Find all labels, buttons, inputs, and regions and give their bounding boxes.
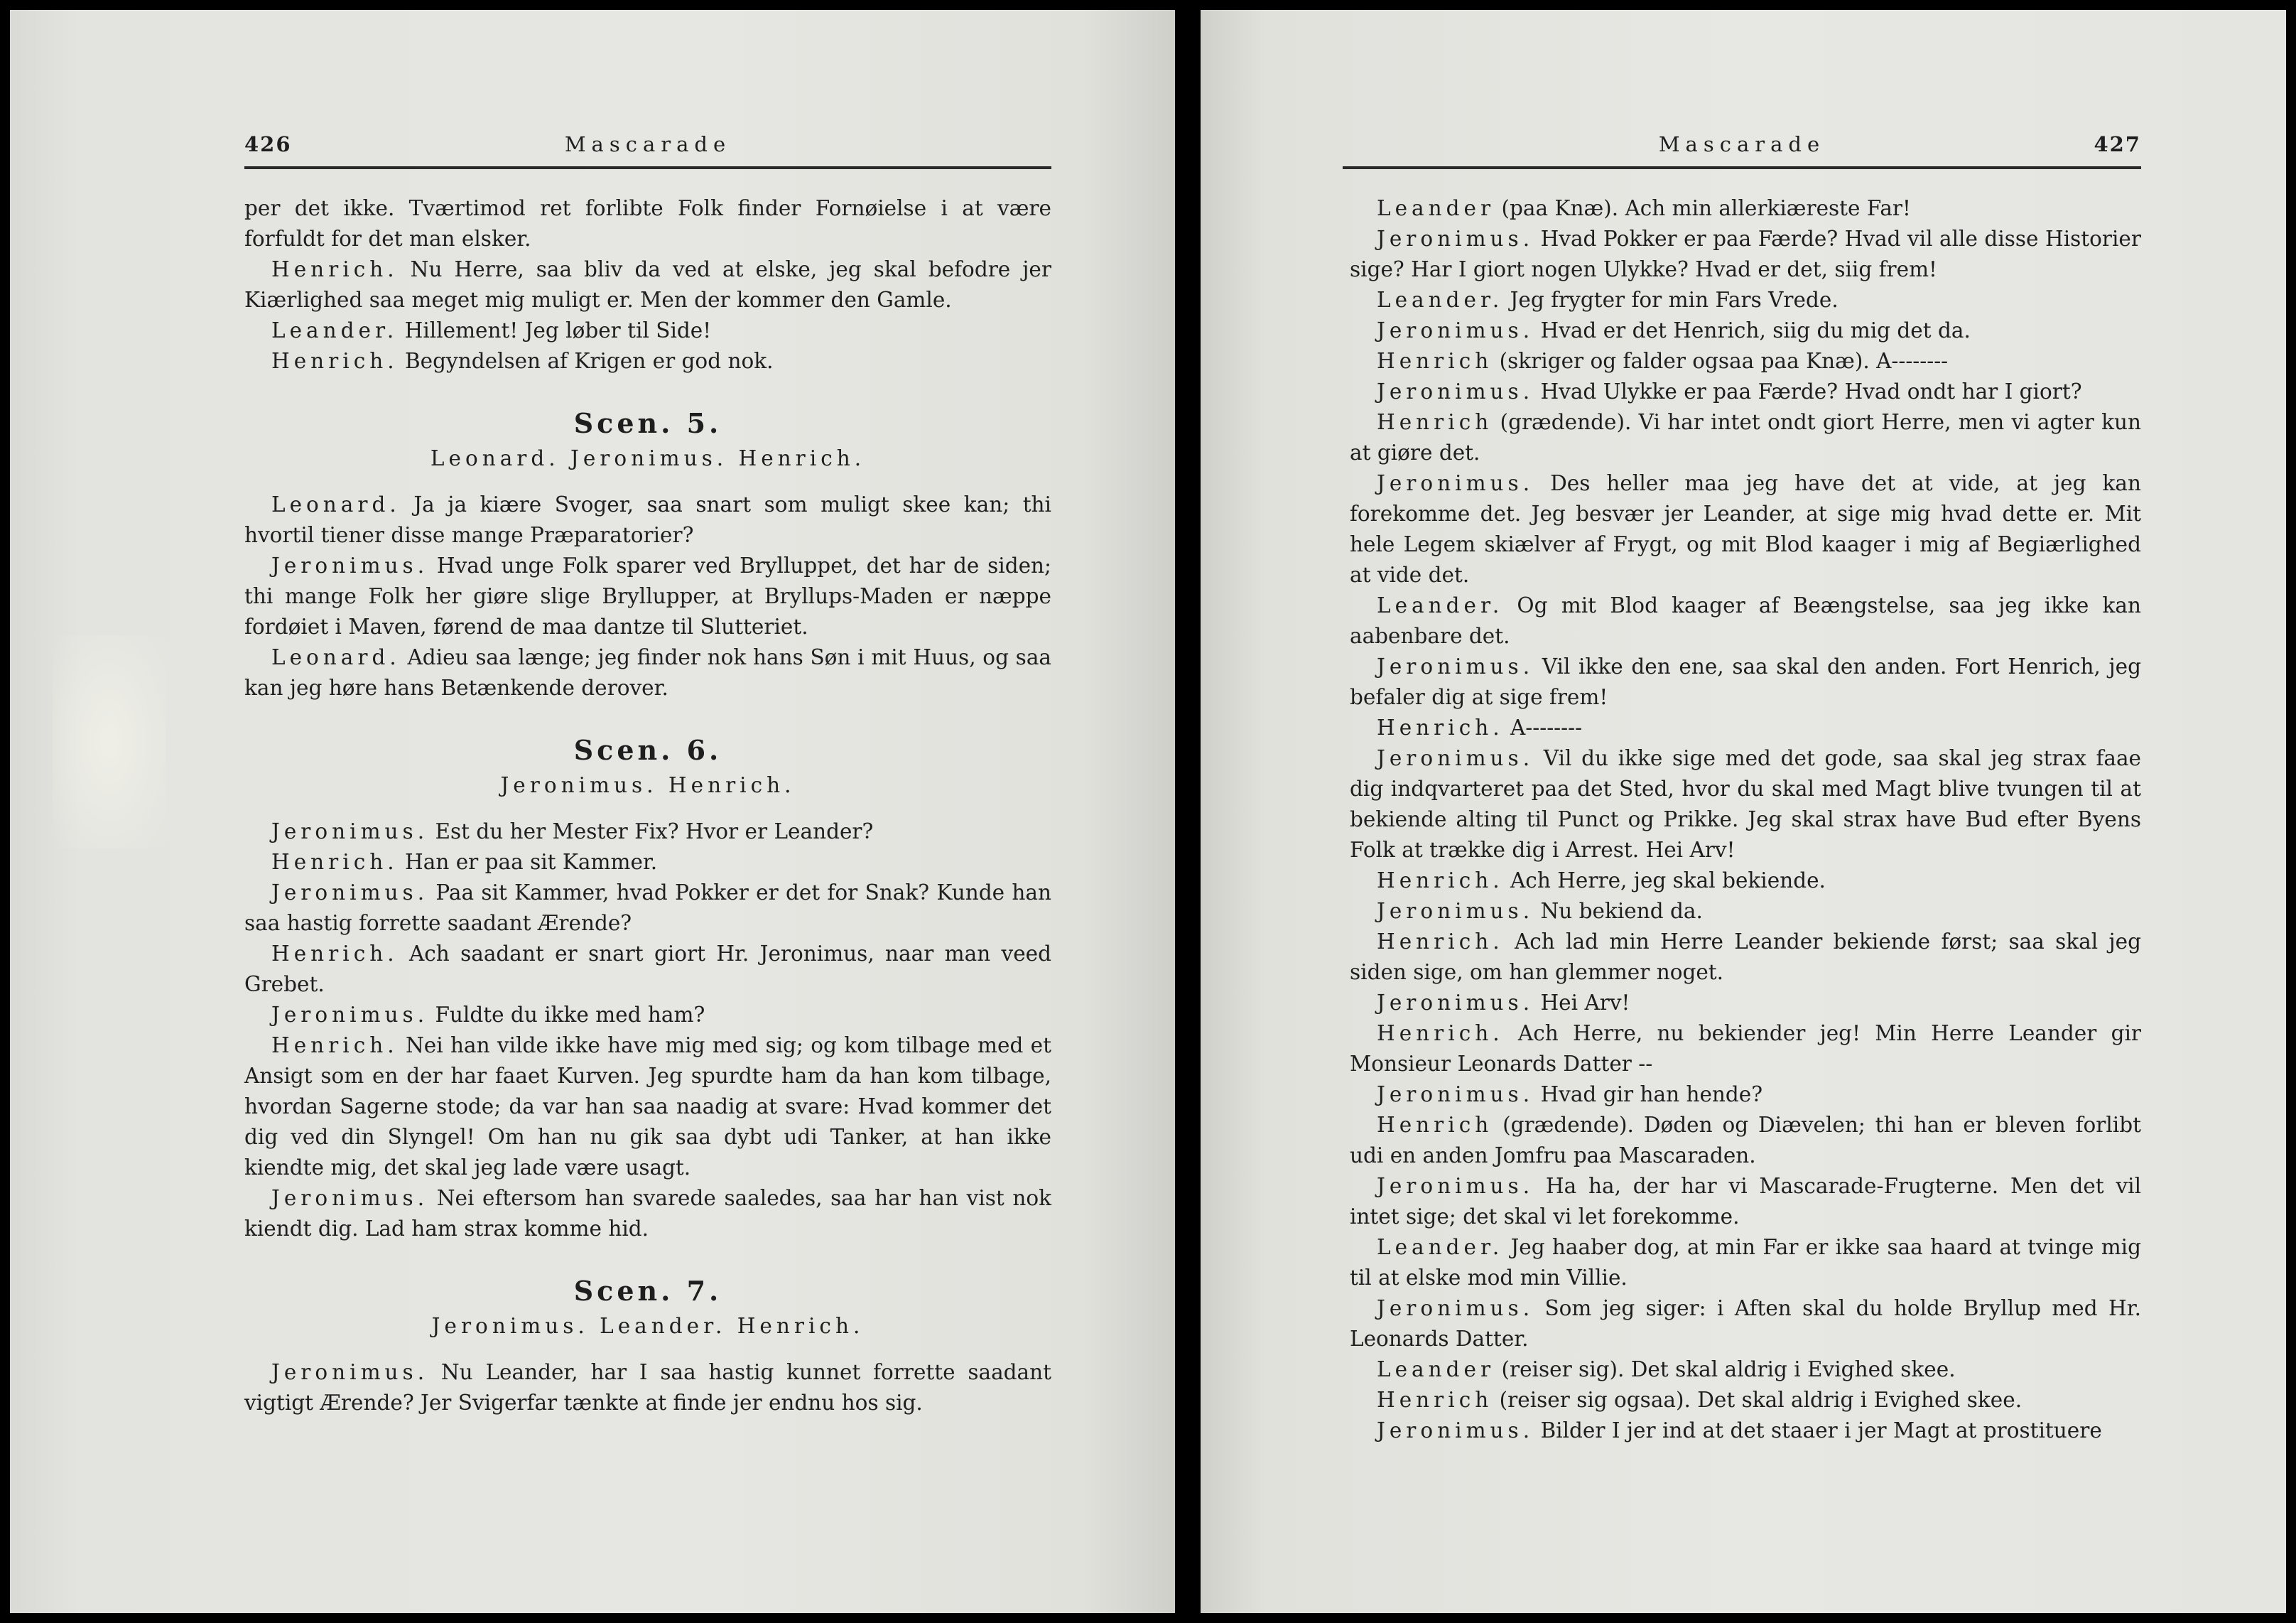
right-text-block xyxy=(1350,193,2141,1446)
running-head-left xyxy=(244,129,1051,169)
dialogue-text: Hvad Pokker er paa Færde? Hvad vil alle disse Historier sige? Har I giort nogen Ulykke? Hvad er det, siig frem! xyxy=(1350,227,2141,281)
dialogue-text: Ach Herre, jeg skal bekiende. xyxy=(1503,868,1826,893)
speaker-name: Jeronimus. xyxy=(1377,1082,1534,1106)
dialogue-paragraph xyxy=(244,816,1051,847)
running-title: Mascarade xyxy=(1658,132,1826,156)
speaker-name: Henrich. xyxy=(1377,1021,1504,1045)
running-title: Mascarade xyxy=(564,132,732,156)
dialogue-text: Hvad er det Henrich, siig du mig det da. xyxy=(1534,318,1971,343)
speaker-name: Jeronimus. xyxy=(1377,379,1534,404)
dialogue-text: Vil du ikke sige med det gode, saa skal jeg strax faae dig indqvarteret paa det Sted, hvor du skal med Magt blive tvungen til at bekiende alting til Punct og Prikke. Jeg skal strax have Bud efter Byens Folk at trække dig i Arrest. Hei Arv! xyxy=(1350,746,2141,862)
speaker-name: Leonard. xyxy=(271,492,401,517)
dialogue-paragraph xyxy=(1350,1079,2141,1110)
dialogue-paragraph xyxy=(1350,407,2141,468)
dialogue-text: Nu Leander, har I saa hastig kunnet forrette saadant vigtigt Ærende? Jer Svigerfar tænkte at finde jer endnu hos sig. xyxy=(244,1360,1051,1415)
dialogue-paragraph xyxy=(1350,1232,2141,1293)
dialogue-paragraph xyxy=(1350,652,2141,713)
speaker-name: Jeronimus. xyxy=(271,880,429,905)
running-head-right xyxy=(1343,129,2141,169)
dialogue-paragraph xyxy=(1350,316,2141,346)
left-page xyxy=(10,10,1175,1613)
dialogue-paragraph xyxy=(244,1000,1051,1030)
dialogue-text: Fuldte du ikke med ham? xyxy=(428,1003,705,1027)
dialogue-paragraph xyxy=(1350,1171,2141,1232)
dialogue-paragraph xyxy=(244,316,1051,346)
dialogue-paragraph xyxy=(244,642,1051,703)
dialogue-text: Ha ha, der har vi Mascarade-Frugterne. Men det vil intet sige; det skal vi let forekomme. xyxy=(1350,1174,2141,1229)
scene-heading: Scen. 7. xyxy=(573,1275,722,1307)
dialogue-paragraph xyxy=(1350,224,2141,285)
dialogue-paragraph xyxy=(244,254,1051,316)
speaker-name: Jeronimus. xyxy=(1377,991,1534,1015)
dialogue-text: Ja ja kiære Svoger, saa snart som muligt skee kan; thi hvortil tiener disse mange Præparatorier? xyxy=(244,492,1051,547)
dialogue-text: (paa Knæ). Ach min allerkiæreste Far! xyxy=(1495,196,1911,220)
dialogue-paragraph xyxy=(1350,285,2141,316)
speaker-name: Henrich. xyxy=(271,1033,399,1057)
dialogue-text: Jeg haaber dog, at min Far er ikke saa haard at tvinge mig til at elske mod min Villie. xyxy=(1350,1235,2141,1290)
speaker-name: Jeronimus. xyxy=(271,554,429,578)
dialogue-paragraph xyxy=(1350,1354,2141,1385)
dialogue-text: Og mit Blod kaager af Beængstelse, saa jeg ikke kan aabenbare det. xyxy=(1350,593,2141,648)
speaker-name: Henrich xyxy=(1377,1113,1493,1137)
dialogue-text: (grædende). Døden og Diævelen; thi han er bleven forlibt udi en anden Jomfru paa Mascaraden. xyxy=(1350,1113,2141,1168)
speaker-name: Jeronimus. xyxy=(271,1003,429,1027)
dialogue-paragraph xyxy=(1350,346,2141,377)
speaker-name: Henrich xyxy=(1377,410,1493,434)
dialogue-paragraph xyxy=(1350,1110,2141,1171)
speaker-name: Leander xyxy=(1377,196,1495,220)
dialogue-paragraph xyxy=(1350,743,2141,866)
page-number: 427 xyxy=(2094,132,2141,156)
dialogue-paragraph xyxy=(244,1183,1051,1244)
dialogue-text: per det ikke. Tværtimod ret forlibte Folk finder Fornøielse i at være forfuldt for det man elsker. xyxy=(244,196,1051,251)
speaker-name: Jeronimus. xyxy=(1377,1418,1534,1443)
speaker-name: Jeronimus. xyxy=(1377,1296,1534,1320)
speaker-name: Jeronimus. xyxy=(1377,318,1534,343)
speaker-name: Henrich. xyxy=(1377,929,1504,954)
dialogue-paragraph xyxy=(244,490,1051,551)
speaker-name: Jeronimus. xyxy=(1377,1174,1534,1198)
scene-heading: Scen. 6. xyxy=(573,734,722,766)
dialogue-paragraph xyxy=(244,193,1051,254)
dialogue-text: Jeg frygter for min Fars Vrede. xyxy=(1503,288,1839,312)
dialogue-text: Hvad Ulykke er paa Færde? Hvad ondt har I giort? xyxy=(1534,379,2082,404)
dialogue-paragraph xyxy=(1350,713,2141,743)
speaker-name: Henrich. xyxy=(271,349,399,373)
dialogue-paragraph xyxy=(244,346,1051,377)
scene-heading: Scen. 5. xyxy=(573,407,722,439)
dialogue-text: (grædende). Vi har intet ondt giort Herre, men vi agter kun at giøre det. xyxy=(1350,410,2141,465)
dialogue-text: Est du her Mester Fix? Hvor er Leander? xyxy=(428,819,874,843)
dialogue-text: Nu bekiend da. xyxy=(1534,899,1703,923)
speaker-name: Leander. xyxy=(1377,1235,1504,1259)
dialogue-paragraph xyxy=(1350,1293,2141,1354)
speaker-name: Henrich. xyxy=(271,257,399,281)
scene-persons: Jeronimus. Leander. Henrich. xyxy=(431,1314,865,1338)
dialogue-text: Ach Herre, nu bekiender jeg! Min Herre Leander gir Monsieur Leonards Datter -- xyxy=(1350,1021,2141,1076)
speaker-name: Jeronimus. xyxy=(271,1360,429,1384)
dialogue-text: Begyndelsen af Krigen er god nok. xyxy=(398,349,774,373)
dialogue-paragraph xyxy=(244,1030,1051,1183)
dialogue-text: Vil ikke den ene, saa skal den anden. Fort Henrich, jeg befaler dig at sige frem! xyxy=(1350,654,2141,709)
speaker-name: Jeronimus. xyxy=(1377,654,1534,679)
dialogue-paragraph xyxy=(1350,1018,2141,1079)
speaker-name: Leander. xyxy=(1377,593,1504,618)
speaker-name: Leonard. xyxy=(271,645,401,669)
page-stain xyxy=(53,635,166,848)
speaker-name: Jeronimus. xyxy=(271,819,429,843)
speaker-name: Henrich xyxy=(1377,1388,1493,1412)
dialogue-paragraph xyxy=(1350,988,2141,1018)
dialogue-text: Paa sit Kammer, hvad Pokker er det for Snak? Kunde han saa hastig forrette saadant Ærende? xyxy=(244,880,1051,935)
speaker-name: Henrich. xyxy=(271,850,399,874)
dialogue-paragraph xyxy=(1350,1385,2141,1416)
dialogue-text: Adieu saa længe; jeg finder nok hans Søn i mit Huus, og saa kan jeg høre hans Betænkende derover. xyxy=(244,645,1051,700)
scene-persons: Jeronimus. Henrich. xyxy=(500,773,796,797)
dialogue-paragraph xyxy=(1350,927,2141,988)
dialogue-paragraph xyxy=(244,551,1051,642)
dialogue-paragraph xyxy=(1350,377,2141,407)
dialogue-paragraph xyxy=(1350,896,2141,927)
dialogue-paragraph xyxy=(1350,591,2141,652)
dialogue-text: Ach saadant er snart giort Hr. Jeronimus, naar man veed Grebet. xyxy=(244,942,1051,996)
dialogue-text: Bilder I jer ind at det staaer i jer Magt at prostituere xyxy=(1534,1418,2102,1443)
dialogue-text: Ach lad min Herre Leander bekiende først; saa skal jeg siden sige, om han glemmer noget. xyxy=(1350,929,2141,984)
page-number: 426 xyxy=(244,132,292,156)
dialogue-text: (reiser sig). Det skal aldrig i Evighed skee. xyxy=(1495,1357,1956,1381)
dialogue-paragraph xyxy=(244,878,1051,939)
dialogue-paragraph xyxy=(244,939,1051,1000)
dialogue-text: Nu Herre, saa bliv da ved at elske, jeg skal befodre jer Kiærlighed saa meget mig muligt er. Men der kommer den Gamle. xyxy=(244,257,1051,312)
speaker-name: Jeronimus. xyxy=(271,1186,429,1210)
dialogue-text: (skriger og falder ogsaa paa Knæ). A-------- xyxy=(1493,349,1949,373)
speaker-name: Jeronimus. xyxy=(1377,471,1534,495)
speaker-name: Leander xyxy=(1377,1357,1495,1381)
speaker-name: Jeronimus. xyxy=(1377,227,1534,251)
dialogue-paragraph xyxy=(1350,866,2141,896)
dialogue-text: A-------- xyxy=(1503,716,1583,740)
speaker-name: Henrich. xyxy=(1377,868,1504,893)
speaker-name: Henrich. xyxy=(1377,716,1504,740)
speaker-name: Henrich xyxy=(1377,349,1493,373)
dialogue-text: Hvad gir han hende? xyxy=(1534,1082,1763,1106)
dialogue-text: Hvad unge Folk sparer ved Brylluppet, det har de siden; thi mange Folk her giøre slige Bryllupper, at Bryllups-Maden er næppe fordøiet i Maven, førend de maa dantze til Slutteriet. xyxy=(244,554,1051,639)
dialogue-paragraph xyxy=(1350,1416,2141,1446)
scene-persons: Leonard. Jeronimus. Henrich. xyxy=(430,446,866,470)
dialogue-text: Nei han vilde ikke have mig med sig; og kom tilbage med et Ansigt som en der har faaet Kurven. Jeg spurdte ham da han kom tilbage, hvordan Sagerne stode; da var han saa naadig at svare: Hvad kommer det dig ved din Slyngel! Om han nu gik saa dybt udi Tanker, at han ikke kiendte mig, det skal jeg lade være usagt. xyxy=(244,1033,1051,1180)
dialogue-paragraph xyxy=(1350,193,2141,224)
dialogue-text: Des heller maa jeg have det at vide, at jeg kan forekomme det. Jeg besvær jer Leander, at sige mig hvad dette er. Mit hele Legem skiælver af Frygt, og mit Blod kaager i mig af Begiærlighed at vide det. xyxy=(1350,471,2141,587)
dialogue-text: Han er paa sit Kammer. xyxy=(398,850,658,874)
dialogue-paragraph xyxy=(244,1357,1051,1418)
speaker-name: Leander. xyxy=(1377,288,1504,312)
speaker-name: Jeronimus. xyxy=(1377,899,1534,923)
dialogue-text: Som jeg siger: i Aften skal du holde Bryllup med Hr. Leonards Datter. xyxy=(1350,1296,2141,1351)
dialogue-paragraph xyxy=(244,847,1051,878)
dialogue-text: Nei eftersom han svarede saaledes, saa har han vist nok kiendt dig. Lad ham strax komme hid. xyxy=(244,1186,1051,1241)
dialogue-text: Hei Arv! xyxy=(1534,991,1630,1015)
dialogue-paragraph xyxy=(1350,468,2141,591)
left-text-block xyxy=(244,193,1051,1418)
dialogue-text: (reiser sig ogsaa). Det skal aldrig i Evighed skee. xyxy=(1493,1388,2022,1412)
speaker-name: Henrich. xyxy=(271,942,399,966)
dialogue-text: Hillement! Jeg løber til Side! xyxy=(398,318,712,343)
speaker-name: Jeronimus. xyxy=(1377,746,1534,770)
right-page xyxy=(1201,10,2286,1613)
speaker-name: Leander. xyxy=(271,318,399,343)
